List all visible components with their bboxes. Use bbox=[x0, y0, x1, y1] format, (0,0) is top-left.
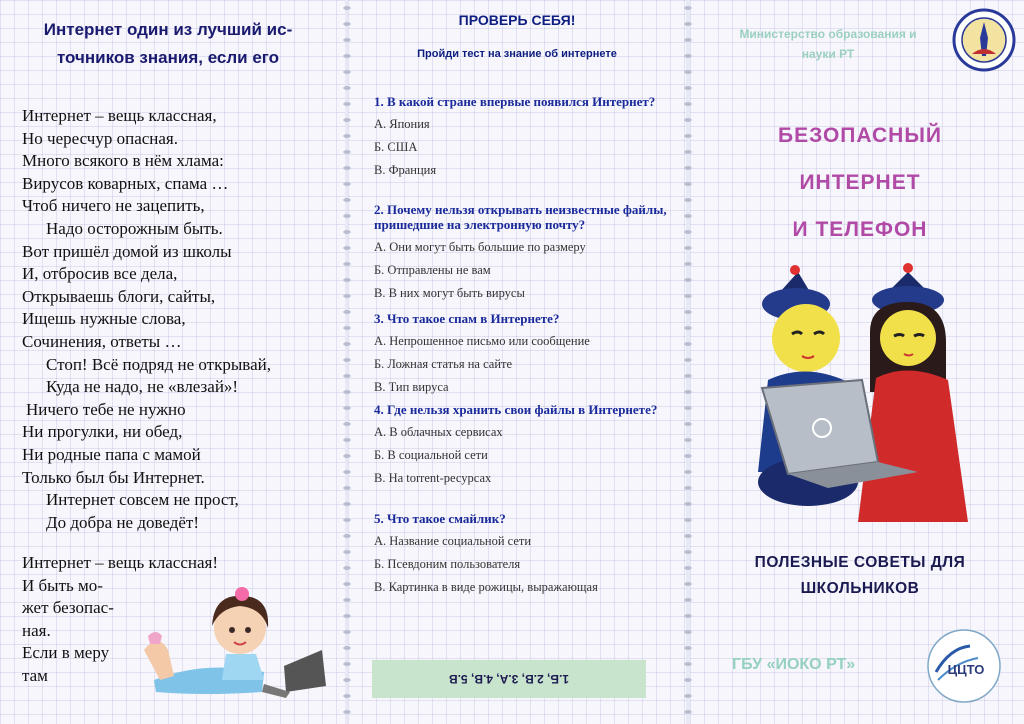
quiz-option: Б. Отправлены не вам bbox=[374, 263, 491, 277]
poem-line: там bbox=[22, 665, 48, 685]
poem-line: Ни родные папа с мамой bbox=[22, 444, 201, 464]
poem-line: Стоп! Всё подряд не открывай, bbox=[46, 354, 271, 374]
spiral-binding bbox=[337, 0, 357, 724]
poem-heading: Интернет один из лучший ис- точников знания, если его bbox=[43, 20, 293, 67]
cover-panel bbox=[690, 0, 1024, 724]
poem-line: Интернет совсем не прост, bbox=[46, 490, 239, 510]
poem-line: Надо осторожным быть. bbox=[46, 218, 223, 238]
poem-line: Ищешь нужные слова, bbox=[22, 309, 186, 329]
poem-line: Вот пришёл домой из школы bbox=[22, 241, 232, 261]
poem-line: Вирусов коварных, спама … bbox=[22, 173, 229, 193]
brochure-title: БЕЗОПАСНЫЙ ИНТЕРНЕТ И ТЕЛЕФОН bbox=[777, 124, 943, 241]
center-logo-icon bbox=[926, 628, 1002, 704]
quiz-option: А. Название социальной сети bbox=[374, 534, 532, 548]
poem-line: Ничего тебе не нужно bbox=[26, 399, 186, 419]
quiz-option: Б. США bbox=[374, 140, 418, 154]
poem-line: Только был бы Интернет. bbox=[22, 467, 205, 487]
quiz-option: А. Япония bbox=[374, 117, 430, 131]
poem-line: Интернет – вещь классная, bbox=[22, 106, 217, 125]
advice-heading: ПОЛЕЗНЫЕ СОВЕТЫ ДЛЯ ШКОЛЬНИКОВ bbox=[754, 554, 966, 597]
quiz-question: 5. Что такое смайлик? А. Название социальной сети Б. Псевдоним пользователя В. Картинка в виде рожицы, выражающая bbox=[374, 511, 670, 599]
poem-line: Ни прогулки, ни обед, bbox=[22, 422, 183, 442]
quiz-option: В. Франция bbox=[374, 163, 437, 177]
quiz-question: 1. В какой стране впервые появился Интернет? А. Япония Б. США В. Франция bbox=[374, 94, 670, 182]
poem-line: Сочинения, ответы … bbox=[22, 331, 182, 351]
poem-line: Куда не надо, не «влезай»! bbox=[46, 377, 239, 397]
girl-with-laptop-illustration bbox=[144, 580, 334, 700]
poem-panel bbox=[0, 0, 345, 724]
quiz-panel bbox=[348, 0, 686, 724]
children-with-laptop-illustration bbox=[758, 262, 978, 542]
quiz-title: ПРОВЕРЬ СЕБЯ! bbox=[458, 12, 576, 28]
poem-line: Если в меру bbox=[22, 643, 110, 663]
quiz-option: Б. Ложная статья на сайте bbox=[374, 357, 513, 371]
quiz-subtitle: Пройди тест на знание об интернете bbox=[417, 48, 617, 60]
ministry-name: Министерство образования и науки РТ bbox=[739, 27, 917, 61]
poem-line: До добра не доведёт! bbox=[46, 512, 200, 532]
poem-line: И быть мо- bbox=[22, 575, 103, 595]
quiz-option: В. Картинка в виде рожицы, выражающая bbox=[374, 580, 598, 594]
quiz-option: А. Непрошенное письмо или сообщение bbox=[374, 334, 590, 348]
organization-name: ГБУ «ИОКО РТ» bbox=[732, 656, 856, 673]
center-logo-text: ЦЦТО bbox=[947, 662, 985, 677]
quiz-option: Б. Псевдоним пользователя bbox=[374, 557, 521, 571]
quiz-option: А. Они могут быть большие по размеру bbox=[374, 240, 586, 254]
poem-line: И, отбросив все дела, bbox=[22, 264, 178, 284]
poem-line: ная. bbox=[22, 620, 51, 640]
quiz-option: А. В облачных сервисах bbox=[374, 425, 503, 439]
poem-line: Но чересчур опасная. bbox=[22, 128, 178, 148]
quiz-question: 4. Где нельзя хранить свои файлы в Интернете? А. В облачных сервисах Б. В социальной сети В. На torrent-ресурсах bbox=[374, 402, 670, 490]
quiz-question: 3. Что такое спам в Интернете? А. Непрошенное письмо или сообщение Б. Ложная статья на сайте В. Тип вируса bbox=[374, 311, 670, 399]
answer-key: 1.Б, 2.В, 3.А, 4.В, 5.В bbox=[372, 660, 646, 698]
quiz-option: Б. В социальной сети bbox=[374, 448, 488, 462]
poem-line: Чтоб ничего не зацепить, bbox=[22, 196, 205, 216]
poem-line: Открываешь блоги, сайты, bbox=[22, 286, 216, 306]
poem-line: Много всякого в нём хлама: bbox=[22, 151, 224, 171]
poem-line: жет безопас- bbox=[22, 598, 114, 618]
quiz-option: В. Тип вируса bbox=[374, 380, 449, 394]
quiz-option: В. На torrent-ресурсах bbox=[374, 471, 492, 485]
poem-top bbox=[22, 105, 271, 534]
quiz-question: 2. Почему нельзя открывать неизвестные файлы, пришедшие на электронную почту? А. Они могут быть большие по размеру Б. Отправлены не вам В. В них могут быть вирусы bbox=[374, 202, 670, 305]
quiz-option: В. В них могут быть вирусы bbox=[374, 286, 525, 300]
poem-line: Интернет – вещь классная! bbox=[22, 553, 218, 572]
spiral-binding bbox=[678, 0, 698, 724]
ministry-emblem-icon bbox=[952, 8, 1016, 72]
